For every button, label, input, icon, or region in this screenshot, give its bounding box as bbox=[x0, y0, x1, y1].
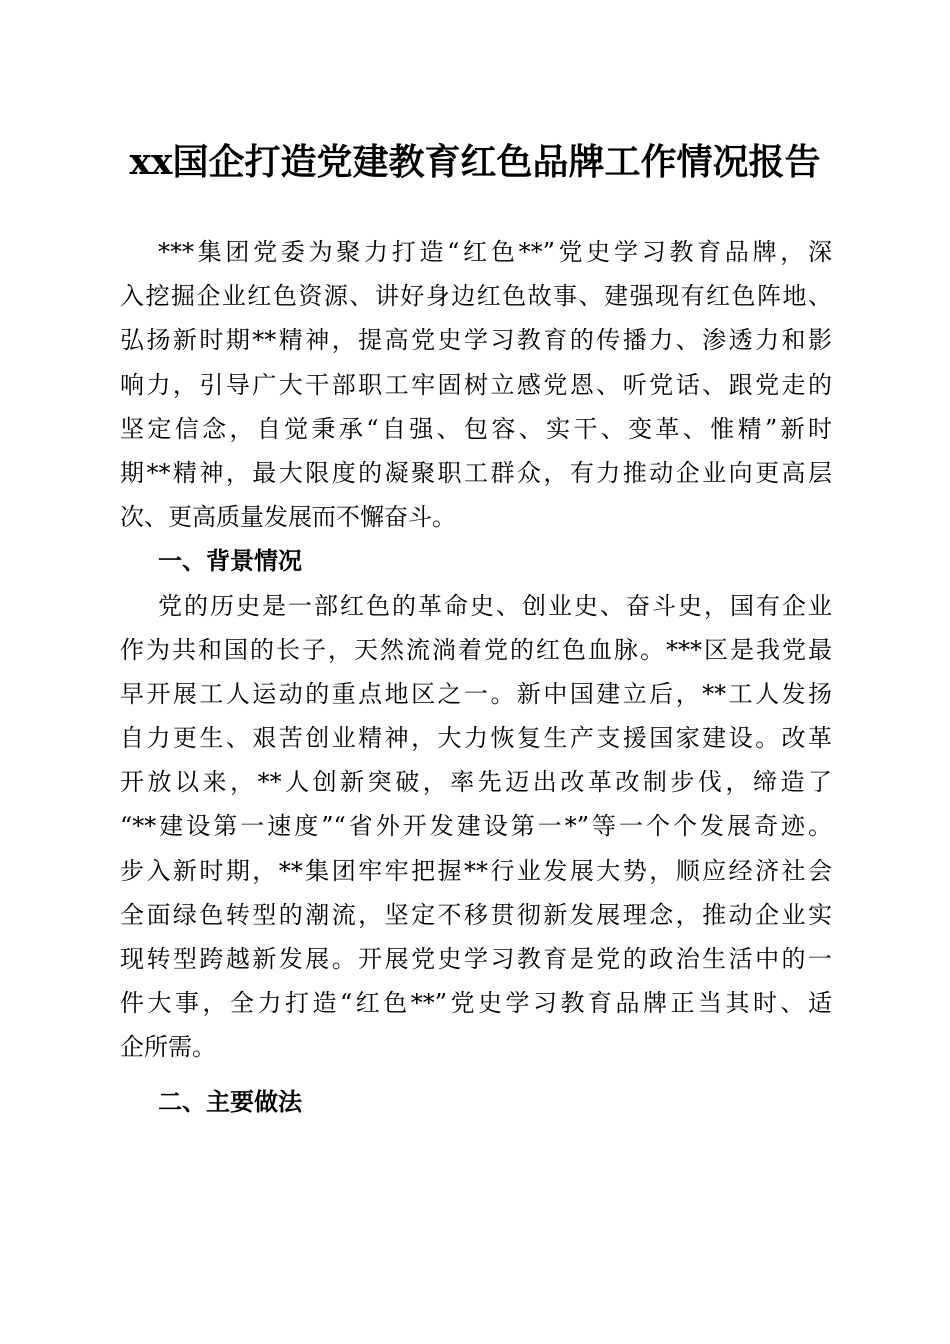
background-line: 自力更生、艰苦创业精神，大力恢复生产支援国家建设。改革 bbox=[120, 724, 832, 753]
background-line: 早开展工人运动的重点地区之一。新中国建立后，**工人发扬 bbox=[120, 679, 832, 708]
intro-line: 坚定信念，自觉秉承“自强、包容、实干、变革、惟精”新时 bbox=[120, 414, 832, 443]
intro-line: 弘扬新时期**精神，提高党史学习教育的传播力、渗透力和影 bbox=[120, 326, 832, 355]
document-body bbox=[120, 230, 832, 1124]
intro-line: 入挖掘企业红色资源、讲好身边红色故事、建强现有红色阵地、 bbox=[120, 282, 832, 311]
background-line: 步入新时期，**集团牢牢把握**行业发展大势，顺应经济社会 bbox=[120, 856, 832, 885]
background-line: 党的历史是一部红色的革命史、创业史、奋斗史，国有企业 bbox=[158, 591, 832, 620]
section-heading-background: 一、背景情况 bbox=[158, 547, 302, 576]
background-paragraph bbox=[120, 584, 832, 1070]
intro-line: 期**精神，最大限度的凝聚职工群众，有力推动企业向更高层 bbox=[120, 458, 832, 487]
intro-paragraph bbox=[120, 230, 832, 539]
intro-line: ***集团党委为聚力打造“红色**”党史学习教育品牌，深 bbox=[158, 238, 832, 266]
intro-line: 响力，引导广大干部职工牢固树立感党恩、听党话、跟党走的 bbox=[120, 370, 832, 399]
background-line: 作为共和国的长子，天然流淌着党的红色血脉。***区是我党最 bbox=[120, 635, 832, 664]
background-line: 开放以来，**人创新突破，率先迈出改革改制步伐，缔造了 bbox=[120, 768, 832, 797]
background-line: 全面绿色转型的潮流，坚定不移贯彻新发展理念，推动企业实 bbox=[120, 900, 832, 929]
intro-line: 次、更高质量发展而不懈奋斗。 bbox=[120, 503, 456, 532]
background-line: “**建设第一速度”“省外开发建设第一*”等一个个发展奇迹。 bbox=[120, 812, 832, 841]
document-title: xx国企打造党建教育红色品牌工作情况报告 bbox=[129, 141, 821, 183]
background-line: 企所需。 bbox=[120, 1033, 216, 1062]
section-spacer bbox=[120, 1070, 832, 1080]
background-line: 件大事，全力打造“红色**”党史学习教育品牌正当其时、适 bbox=[120, 989, 832, 1018]
section-heading-main-practices: 二、主要做法 bbox=[158, 1087, 302, 1116]
background-line: 现转型跨越新发展。开展党史学习教育是党的政治生活中的一 bbox=[120, 945, 832, 973]
